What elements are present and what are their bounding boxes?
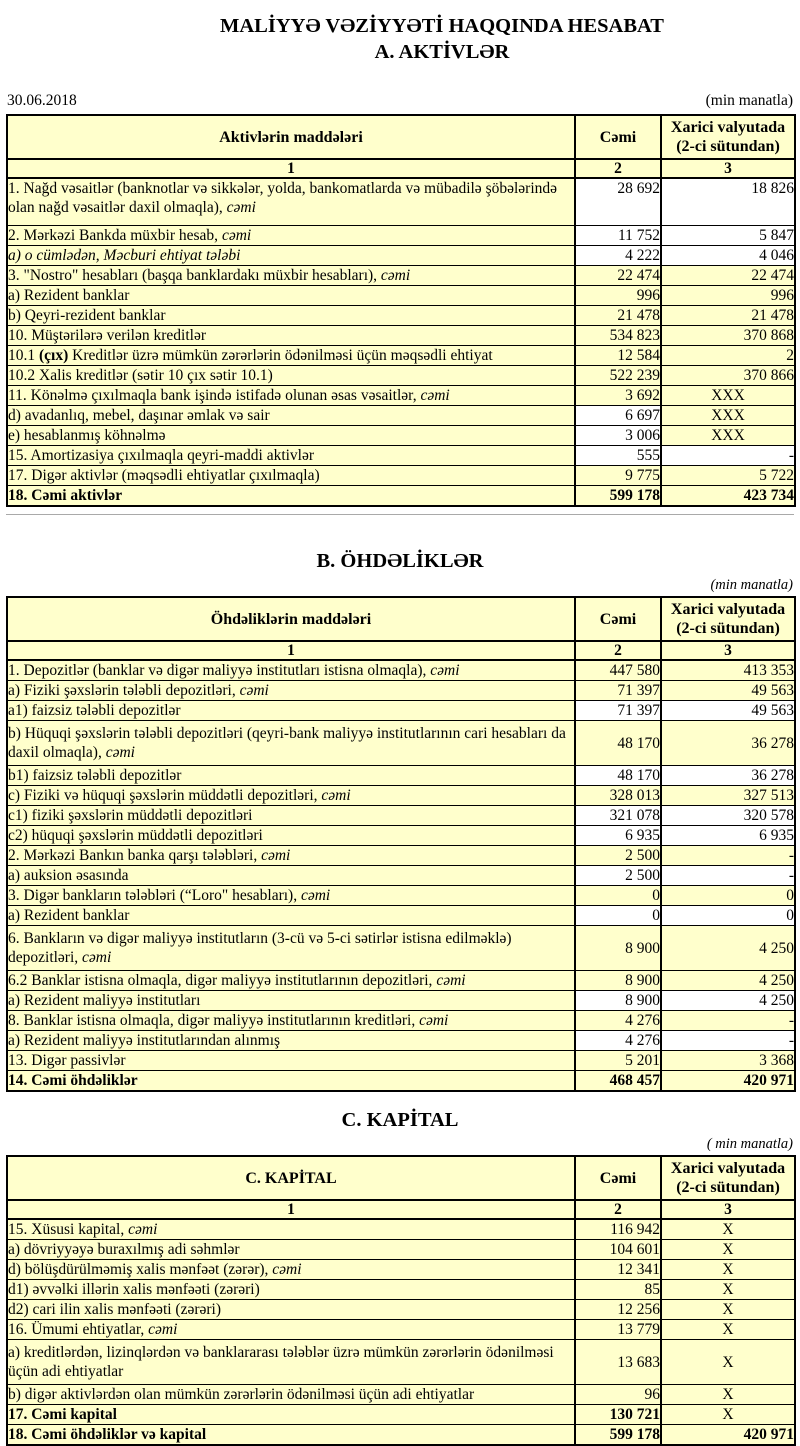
table-row: [7, 681, 795, 701]
row-label: a) Rezident banklar: [7, 286, 575, 306]
value-cell: -: [661, 446, 795, 466]
value-cell: 4 250: [661, 926, 795, 971]
liabilities-index-row: [7, 641, 795, 660]
value-cell: X: [661, 1405, 795, 1425]
liabilities-table: [6, 596, 796, 1092]
capital-section-title: C. KAPİTAL: [341, 1109, 459, 1131]
column-index-1: 1: [7, 1200, 575, 1219]
table-row: [7, 701, 795, 721]
table-row: [7, 1011, 795, 1031]
column-header-total: Cəmi: [575, 597, 661, 641]
value-cell: 18 826: [661, 178, 795, 226]
row-label: 10. Müştərilərə verilən kreditlər: [7, 326, 575, 346]
unit-note-capital: ( min manatla): [706, 1136, 793, 1152]
row-label: 11. Könəlmə çıxılmaqla bank işində istifadə olunan əsas vəsaitlər, cəmi: [7, 386, 575, 406]
value-cell: 370 868: [661, 326, 795, 346]
value-cell: X: [661, 1240, 795, 1260]
value-cell: 6 935: [661, 826, 795, 846]
column-header-foreign-currency: Xarici valyutada (2-ci sütundan): [661, 1156, 795, 1200]
table-row: [7, 1051, 795, 1071]
row-label: 6. Bankların və digər maliyyə institutların (3-cü və 5-ci sətirlər istisna edilməklə) depozitləri, cəmi: [7, 926, 575, 971]
row-label: a) Rezident maliyyə institutlarından alınmış: [7, 1031, 575, 1051]
table-row: [7, 226, 795, 246]
table-row: [7, 406, 795, 426]
row-label: d2) cari ilin xalis mənfəəti (zərəri): [7, 1300, 575, 1320]
table-row: [7, 866, 795, 886]
value-cell: 8 900: [575, 991, 661, 1011]
row-label: b) Hüquqi şəxslərin tələbli depozitləri (qeyri-bank maliyyə institutlarının cari hesabları da daxil olmaqla), cəmi: [7, 721, 575, 766]
column-header-items: Aktivlərin maddələri: [7, 115, 575, 159]
row-label: b) digər aktivlərdən olan mümkün zərərlərin ödənilməsi üçün adi ehtiyatlar: [7, 1385, 575, 1405]
value-cell: 2: [661, 346, 795, 366]
column-header-total: Cəmi: [575, 1156, 661, 1200]
table-row: [7, 846, 795, 866]
value-cell: 85: [575, 1280, 661, 1300]
value-cell: 6 697: [575, 406, 661, 426]
value-cell: 5 722: [661, 466, 795, 486]
value-cell: 8 900: [575, 971, 661, 991]
table-row: [7, 306, 795, 326]
row-label: 8. Banklar istisna olmaqla, digər maliyyə institutlarının kreditləri, cəmi: [7, 1011, 575, 1031]
value-cell: 13 683: [575, 1340, 661, 1385]
column-header-items: Öhdəliklərin maddələri: [7, 597, 575, 641]
value-cell: 413 353: [661, 660, 795, 681]
row-label: 16. Ümumi ehtiyatlar, cəmi: [7, 1320, 575, 1340]
capital-index-row: [7, 1200, 795, 1219]
value-cell: 555: [575, 446, 661, 466]
divider-rule: [6, 514, 794, 515]
value-cell: 36 278: [661, 721, 795, 766]
table-row: [7, 1071, 795, 1092]
value-cell: 0: [661, 886, 795, 906]
table-row: [7, 246, 795, 266]
row-label: 3. Digər bankların tələbləri (“Loro" hesabları), cəmi: [7, 886, 575, 906]
column-index-2: 2: [575, 159, 661, 178]
value-cell: 21 478: [661, 306, 795, 326]
value-cell: -: [661, 1031, 795, 1051]
value-cell: X: [661, 1340, 795, 1385]
assets-table: [6, 114, 796, 507]
table-row: [7, 991, 795, 1011]
value-cell: 328 013: [575, 786, 661, 806]
table-row: [7, 886, 795, 906]
value-cell: 4 046: [661, 246, 795, 266]
value-cell: 0: [575, 906, 661, 926]
column-index-2: 2: [575, 1200, 661, 1219]
column-index-1: 1: [7, 641, 575, 660]
table-row: [7, 786, 795, 806]
table-row: [7, 446, 795, 466]
value-cell: X: [661, 1260, 795, 1280]
value-cell: -: [661, 866, 795, 886]
row-label: 3. "Nostro" hesabları (başqa banklardakı müxbir hesabları), cəmi: [7, 266, 575, 286]
table-row: [7, 1300, 795, 1320]
value-cell: 996: [575, 286, 661, 306]
table-row: [7, 721, 795, 766]
meta-row: [7, 92, 793, 109]
value-cell: 423 734: [661, 486, 795, 507]
value-cell: 0: [661, 906, 795, 926]
value-cell: 321 078: [575, 806, 661, 826]
value-cell: 12 256: [575, 1300, 661, 1320]
value-cell: 22 474: [661, 266, 795, 286]
value-cell: XXX: [661, 426, 795, 446]
value-cell: 468 457: [575, 1071, 661, 1092]
row-label: 10.1 (çıx) Kreditlər üzrə mümkün zərərlərin ödənilməsi üçün məqsədli ehtiyat: [7, 346, 575, 366]
value-cell: 5 201: [575, 1051, 661, 1071]
value-cell: 327 513: [661, 786, 795, 806]
row-label: c) Fiziki və hüquqi şəxslərin müddətli depozitləri, cəmi: [7, 786, 575, 806]
row-label: e) hesablanmış köhnəlmə: [7, 426, 575, 446]
table-row: [7, 1260, 795, 1280]
row-label: 18. Cəmi öhdəliklər və kapital: [7, 1425, 575, 1446]
value-cell: 21 478: [575, 306, 661, 326]
capital-header-row: [7, 1156, 795, 1200]
value-cell: 4 276: [575, 1031, 661, 1051]
table-row: [7, 466, 795, 486]
table-row: [7, 806, 795, 826]
column-header-foreign-currency: Xarici valyutada (2-ci sütundan): [661, 115, 795, 159]
row-label: 2. Mərkəzi Bankda müxbir hesab, cəmi: [7, 226, 575, 246]
row-label: b1) faizsiz tələbli depozitlər: [7, 766, 575, 786]
value-cell: -: [661, 846, 795, 866]
assets-header-row: [7, 115, 795, 159]
value-cell: 0: [575, 886, 661, 906]
table-row: [7, 1405, 795, 1425]
value-cell: 48 170: [575, 721, 661, 766]
table-row: [7, 906, 795, 926]
row-label: d1) əvvəlki illərin xalis mənfəəti (zərəri): [7, 1280, 575, 1300]
row-label: a) auksion əsasında: [7, 866, 575, 886]
value-cell: 420 971: [661, 1425, 795, 1446]
value-cell: 2 500: [575, 846, 661, 866]
row-label: a) Rezident banklar: [7, 906, 575, 926]
value-cell: 96: [575, 1385, 661, 1405]
table-row: [7, 386, 795, 406]
table-row: [7, 971, 795, 991]
column-index-3: 3: [661, 641, 795, 660]
value-cell: 534 823: [575, 326, 661, 346]
table-row: [7, 426, 795, 446]
value-cell: XXX: [661, 406, 795, 426]
row-label: a1) faizsiz tələbli depozitlər: [7, 701, 575, 721]
row-label: 1. Nağd vəsaitlər (banknotlar və sikkələr, yolda, bankomatlarda və mübadilə şöbələrində olan nağd vəsaitlər daxil olmaqla), cəmi: [7, 178, 575, 226]
capital-table: [6, 1155, 796, 1446]
table-row: [7, 366, 795, 386]
value-cell: 3 692: [575, 386, 661, 406]
table-row: [7, 1425, 795, 1446]
value-cell: 320 578: [661, 806, 795, 826]
value-cell: 599 178: [575, 1425, 661, 1446]
row-label: a) Fiziki şəxslərin tələbli depozitləri, cəmi: [7, 681, 575, 701]
value-cell: 4 222: [575, 246, 661, 266]
row-label: 17. Digər aktivlər (məqsədli ehtiyatlar çıxılmaqla): [7, 466, 575, 486]
value-cell: X: [661, 1385, 795, 1405]
value-cell: 71 397: [575, 701, 661, 721]
table-row: [7, 1240, 795, 1260]
value-cell: 116 942: [575, 1219, 661, 1240]
column-header-items: C. KAPİTAL: [7, 1156, 575, 1200]
report-page: [0, 13, 800, 1446]
table-row: [7, 926, 795, 971]
value-cell: 522 239: [575, 366, 661, 386]
value-cell: 3 368: [661, 1051, 795, 1071]
table-row: [7, 1385, 795, 1405]
value-cell: 48 170: [575, 766, 661, 786]
row-label: c1) fiziki şəxslərin müddətli depozitləri: [7, 806, 575, 826]
value-cell: 370 866: [661, 366, 795, 386]
table-row: [7, 826, 795, 846]
value-cell: X: [661, 1219, 795, 1240]
value-cell: 12 341: [575, 1260, 661, 1280]
column-header-foreign-currency: Xarici valyutada (2-ci sütundan): [661, 597, 795, 641]
table-row: [7, 1320, 795, 1340]
row-label: 18. Cəmi aktivlər: [7, 486, 575, 507]
table-row: [7, 286, 795, 306]
value-cell: 4 250: [661, 971, 795, 991]
value-cell: 4 276: [575, 1011, 661, 1031]
row-label: 15. Amortizasiya çıxılmaqla qeyri-maddi aktivlər: [7, 446, 575, 466]
value-cell: 420 971: [661, 1071, 795, 1092]
value-cell: 447 580: [575, 660, 661, 681]
row-label: b) Qeyri-rezident banklar: [7, 306, 575, 326]
unit-note-assets: (min manatla): [705, 92, 793, 109]
table-row: [7, 326, 795, 346]
value-cell: 71 397: [575, 681, 661, 701]
value-cell: XXX: [661, 386, 795, 406]
value-cell: 11 752: [575, 226, 661, 246]
document-title: [6, 13, 794, 65]
value-cell: X: [661, 1300, 795, 1320]
table-row: [7, 1280, 795, 1300]
table-row: [7, 346, 795, 366]
value-cell: 13 779: [575, 1320, 661, 1340]
liabilities-header-row: [7, 597, 795, 641]
row-label: 15. Xüsusi kapital, cəmi: [7, 1219, 575, 1240]
value-cell: 599 178: [575, 486, 661, 507]
value-cell: 49 563: [661, 701, 795, 721]
value-cell: 49 563: [661, 681, 795, 701]
column-header-total: Cəmi: [575, 115, 661, 159]
value-cell: X: [661, 1280, 795, 1300]
value-cell: 22 474: [575, 266, 661, 286]
column-index-3: 3: [661, 159, 795, 178]
value-cell: 130 721: [575, 1405, 661, 1425]
row-label: 10.2 Xalis kreditlər (sətir 10 çıx sətir 10.1): [7, 366, 575, 386]
value-cell: 3 006: [575, 426, 661, 446]
row-label: a) Rezident maliyyə institutları: [7, 991, 575, 1011]
row-label: 6.2 Banklar istisna olmaqla, digər maliyyə institutlarının depozitləri, cəmi: [7, 971, 575, 991]
table-row: [7, 178, 795, 226]
row-label: c2) hüquqi şəxslərin müddətli depozitləri: [7, 826, 575, 846]
table-row: [7, 1031, 795, 1051]
value-cell: 2 500: [575, 866, 661, 886]
value-cell: 104 601: [575, 1240, 661, 1260]
value-cell: X: [661, 1320, 795, 1340]
assets-index-row: [7, 159, 795, 178]
report-title-line1: MALİYYƏ VƏZİYYƏTİ HAQQINDA HESABAT: [220, 15, 664, 37]
value-cell: 28 692: [575, 178, 661, 226]
table-row: [7, 266, 795, 286]
table-row: [7, 1340, 795, 1385]
row-label: a) dövriyyəyə buraxılmış adi səhmlər: [7, 1240, 575, 1260]
row-label: 14. Cəmi öhdəliklər: [7, 1071, 575, 1092]
row-label: a) o cümlədən, Məcburi ehtiyat tələbi: [7, 246, 575, 266]
column-index-2: 2: [575, 641, 661, 660]
value-cell: 996: [661, 286, 795, 306]
row-label: 1. Depozitlər (banklar və digər maliyyə institutları istisna olmaqla), cəmi: [7, 660, 575, 681]
row-label: d) avadanlıq, mebel, daşınar əmlak və sair: [7, 406, 575, 426]
row-label: d) bölüşdürülməmiş xalis mənfəət (zərər), cəmi: [7, 1260, 575, 1280]
report-title-line2: A. AKTİVLƏR: [374, 41, 510, 63]
value-cell: 12 584: [575, 346, 661, 366]
value-cell: 9 775: [575, 466, 661, 486]
unit-note-liabilities: (min manatla): [710, 577, 793, 593]
table-row: [7, 486, 795, 507]
value-cell: 6 935: [575, 826, 661, 846]
value-cell: 8 900: [575, 926, 661, 971]
row-label: a) kreditlərdən, lizinqlərdən və banklararası tələblər üzrə mümkün zərərlərin ödənilməsi üçün adi ehtiyatlar: [7, 1340, 575, 1385]
column-index-3: 3: [661, 1200, 795, 1219]
table-row: [7, 660, 795, 681]
column-index-1: 1: [7, 159, 575, 178]
report-date: 30.06.2018: [7, 92, 77, 109]
value-cell: 36 278: [661, 766, 795, 786]
value-cell: 5 847: [661, 226, 795, 246]
value-cell: -: [661, 1011, 795, 1031]
row-label: 2. Mərkəzi Bankın banka qarşı tələbləri, cəmi: [7, 846, 575, 866]
row-label: 13. Digər passivlər: [7, 1051, 575, 1071]
value-cell: 4 250: [661, 991, 795, 1011]
table-row: [7, 766, 795, 786]
liabilities-section-title: B. ÖHDƏLİKLƏR: [316, 550, 484, 572]
row-label: 17. Cəmi kapital: [7, 1405, 575, 1425]
table-row: [7, 1219, 795, 1240]
